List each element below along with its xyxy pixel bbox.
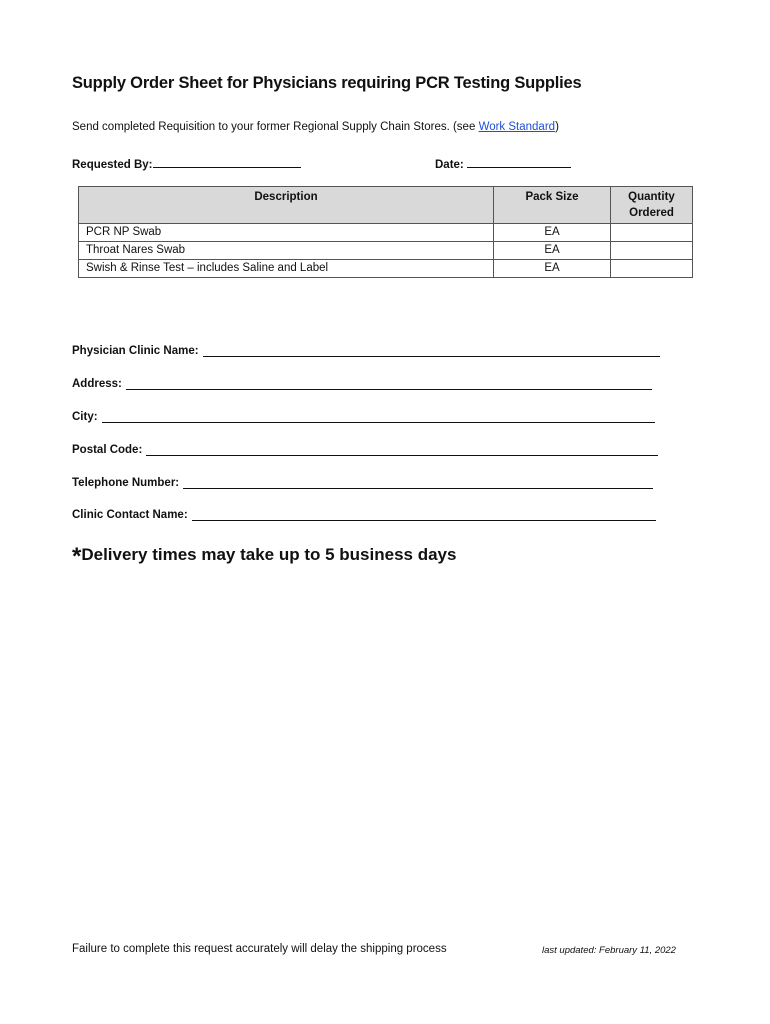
clinic-name-field[interactable] (203, 344, 660, 357)
last-updated: last updated: February 11, 2022 (542, 945, 676, 956)
table-row (79, 242, 693, 260)
city-field[interactable] (102, 410, 655, 423)
city-row (72, 410, 655, 423)
telephone-label: Telephone Number: (72, 477, 180, 489)
row-pack-size: EA (494, 242, 611, 260)
address-row (72, 377, 652, 390)
header-quantity: Quantity Ordered (611, 187, 693, 224)
intro-text-close: ) (555, 121, 559, 133)
contact-name-label: Clinic Contact Name: (72, 509, 188, 521)
telephone-row (72, 476, 653, 489)
row-pack-size: EA (494, 224, 611, 242)
row-pack-size: EA (494, 260, 611, 278)
row-quantity-input[interactable] (611, 224, 693, 242)
requested-by-field[interactable] (153, 155, 301, 168)
table-header-row (79, 187, 693, 224)
address-field[interactable] (126, 377, 652, 390)
page-title: Supply Order Sheet for Physicians requiring PCR Testing Supplies (72, 74, 582, 92)
table-row (79, 224, 693, 242)
clinic-name-label: Physician Clinic Name: (72, 345, 199, 357)
header-pack-size: Pack Size (494, 187, 611, 224)
address-label: Address: (72, 378, 122, 390)
postal-code-row (72, 443, 658, 456)
row-quantity-input[interactable] (611, 242, 693, 260)
work-standard-link[interactable]: Work Standard (478, 121, 556, 133)
clinic-name-row (72, 344, 660, 357)
contact-name-field[interactable] (192, 508, 656, 521)
footer-warning: Failure to complete this request accurately will delay the shipping process (72, 943, 447, 955)
row-description: Swish & Rinse Test – includes Saline and Label (79, 260, 494, 278)
intro-text (72, 121, 559, 133)
requested-by-row (72, 155, 301, 171)
contact-name-row (72, 508, 656, 521)
row-quantity-input[interactable] (611, 260, 693, 278)
asterisk: * (72, 543, 82, 570)
row-description: PCR NP Swab (79, 224, 494, 242)
date-label: Date: (435, 159, 464, 171)
date-row (435, 155, 571, 171)
table-row (79, 260, 693, 278)
supplies-table (78, 186, 693, 278)
postal-code-label: Postal Code: (72, 444, 143, 456)
requested-by-label: Requested By: (72, 159, 153, 171)
telephone-field[interactable] (183, 476, 653, 489)
postal-code-field[interactable] (146, 443, 658, 456)
delivery-notice (72, 543, 456, 571)
intro-text-body: Send completed Requisition to your former Regional Supply Chain Stores. (see (72, 121, 479, 133)
delivery-text: Delivery times may take up to 5 business days (81, 545, 457, 564)
header-description: Description (79, 187, 494, 224)
date-field[interactable] (467, 155, 571, 168)
city-label: City: (72, 411, 98, 423)
row-description: Throat Nares Swab (79, 242, 494, 260)
